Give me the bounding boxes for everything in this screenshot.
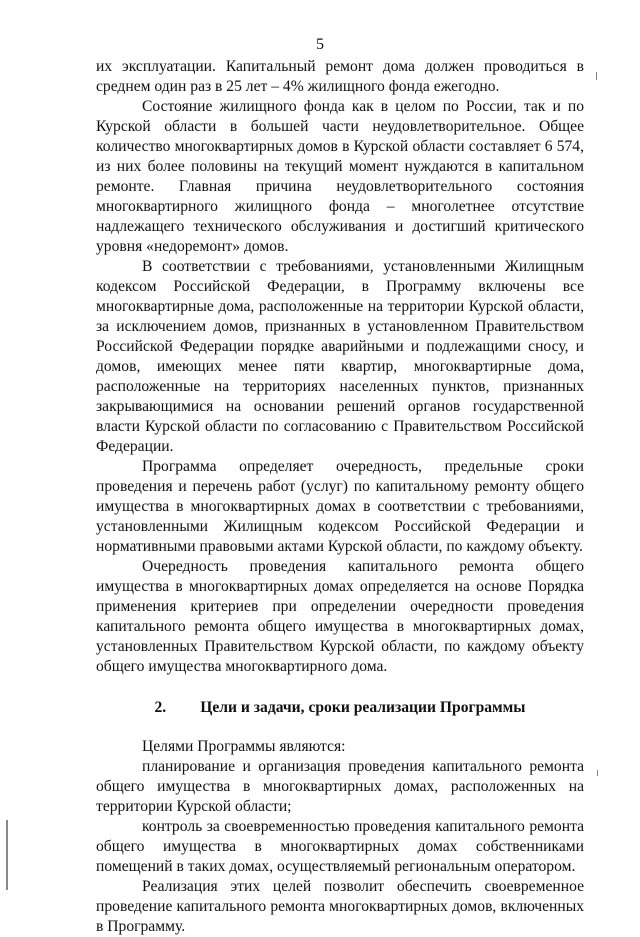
paragraph-housing-condition: Состояние жилищного фонда как в целом по России, так и по Курской области в большей части неудовлетворительное. Общее количество многоквартирных домов в Курской области составляет 6 574, из них более половины на текущий момент нуждаются в капитальном ремонте. Главная причина неудовлетворительного состояния многоквартирного жилищного фонда – многолетнее отсутствие надлежащего технического обслуживания и достигший критического уровня «недоремонт» домов. bbox=[96, 98, 584, 255]
section-number: 2. bbox=[154, 699, 167, 716]
document-body bbox=[96, 57, 584, 937]
goals-intro: Целями Программы являются: bbox=[142, 738, 346, 755]
scan-edge-mark bbox=[597, 770, 598, 776]
goal-item-planning: планирование и организация проведения капитального ремонта общего имущества в многоквартирных домах, расположенных на территории Курской области; bbox=[96, 758, 584, 815]
scan-edge-mark bbox=[596, 72, 597, 80]
page-number: 5 bbox=[316, 36, 324, 53]
section-heading bbox=[96, 698, 584, 718]
section-title: Цели и задачи, сроки реализации Программы bbox=[200, 699, 526, 716]
paragraph-program-defines: Программа определяет очередность, предельные сроки проведения и перечень работ (услуг) по капитальному ремонту общего имущества в многоквартирных домах в соответствии с требованиями, установленными Жилищным кодексом Российской Федерации и нормативными правовыми актами Курской области, по каждому объекту. bbox=[96, 458, 584, 555]
paragraph-repair-order: Очередность проведения капитального ремонта общего имущества в многоквартирных домах определяется на основе Порядка применения критериев при определении очередности проведения капитального ремонта общего имущества в многоквартирных домах, установленных Правительством Курской области, по каждому объекту общего имущества многоквартирного дома. bbox=[96, 558, 584, 675]
goal-item-control: контроль за своевременностью проведения капитального ремонта общего имущества в многоквартирных домах собственниками помещений в таких домах, осуществляемый региональным оператором. bbox=[96, 818, 584, 875]
paragraph-continuation: их эксплуатации. Капитальный ремонт дома должен проводиться в среднем один раз в 25 лет – 4% жилищного фонда ежегодно. bbox=[96, 58, 584, 95]
scan-edge-mark bbox=[6, 820, 8, 890]
paragraph-program-inclusion: В соответствии с требованиями, установленными Жилищным кодексом Российской Федерации, в Программу включены все многоквартирные дома, расположенные на территории Курской области, за исключением домов, признанных в установленном Правительством Российской Федерации порядке аварийными и подлежащими сносу, и домов, имеющих менее пяти квартир, многоквартирные дома, расположенные на территориях населенных пунктов, признанных закрывающимися на основании решений органов государственной власти Курской области по согласованию с Правительством Российской Федерации. bbox=[96, 258, 584, 455]
goals-conclusion: Реализация этих целей позволит обеспечить своевременное проведение капитального ремонта многоквартирных домов, включенных в Программу. bbox=[96, 878, 584, 935]
